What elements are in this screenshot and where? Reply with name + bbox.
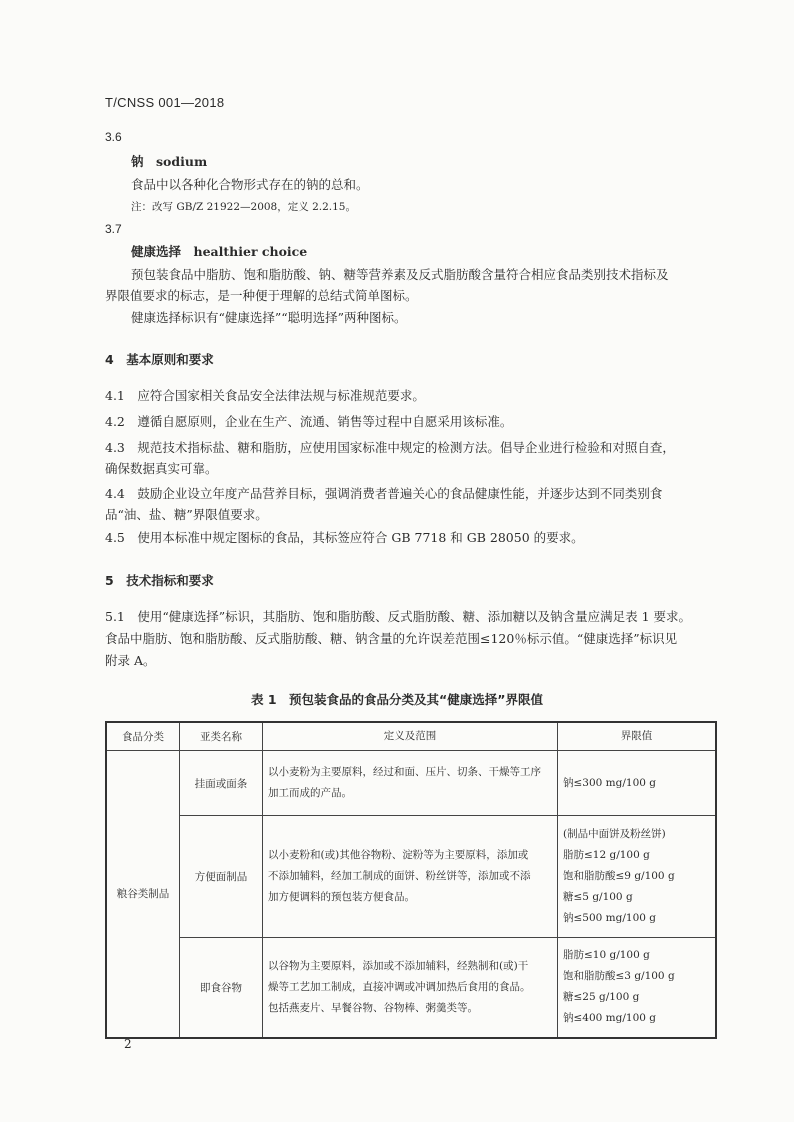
document-header: T/CNSS 001—2018 bbox=[105, 95, 225, 110]
table-row bbox=[106, 938, 716, 1038]
definition-line: 燥等工艺加工制成，直接冲调或冲调加热后食用的食品。 bbox=[268, 980, 531, 993]
table-header-row bbox=[106, 722, 716, 751]
term-sodium: 钠 sodium bbox=[131, 154, 208, 169]
clause-number-3-7: 3.7 bbox=[105, 222, 122, 236]
header-cell: 食品分类 bbox=[106, 722, 180, 751]
definition-cell bbox=[263, 816, 558, 938]
limit-line: 饱和脂肪酸≤3 g/100 g bbox=[563, 970, 675, 983]
clause-4-2: 4.2 遵循自愿原则，企业在生产、流通、销售等过程中自愿采用该标准。 bbox=[105, 414, 513, 429]
limit-line: 脂肪≤10 g/100 g bbox=[563, 949, 650, 962]
table-caption: 表 1 预包装食品的食品分类及其“健康选择”界限值 bbox=[251, 692, 543, 707]
table-row bbox=[106, 816, 716, 938]
limit-line: (制品中面饼及粉丝饼) bbox=[563, 828, 666, 840]
page-number: 2 bbox=[124, 1037, 132, 1051]
limit-line: 钠≤300 mg/100 g bbox=[563, 776, 656, 789]
term-healthier-choice: 健康选择 healthier choice bbox=[131, 244, 308, 259]
section-5-title: 5 技术指标和要求 bbox=[105, 573, 214, 588]
subcategory-cell: 即食谷物 bbox=[180, 938, 263, 1038]
limit-cell bbox=[558, 938, 717, 1038]
header-cell: 界限值 bbox=[558, 722, 717, 751]
clause-5-1: 5.1 使用“健康选择”标识，其脂肪、饱和脂肪酸、反式脂肪酸、糖、添加糖以及钠含量应满足表 1 要求。 bbox=[105, 609, 692, 624]
definition-line: 不添加辅料，经加工制成的面饼、粉丝饼等，添加或不添 bbox=[268, 870, 531, 882]
category-cell: 粮谷类制品 bbox=[106, 751, 180, 1038]
definition-line: 以谷物为主要原料，添加或不添加辅料，经熟制和(或)干 bbox=[268, 959, 529, 972]
clause-5-1-cont: 附录 A。 bbox=[105, 653, 156, 668]
definition-line: 加方便调料的预包装方便食品。 bbox=[268, 891, 415, 903]
definition-line: 预包装食品中脂肪、饱和脂肪酸、钠、糖等营养素及反式脂肪酸含量符合相应食品类别技术指标及 bbox=[131, 267, 669, 282]
clause-5-1-cont: 食品中脂肪、饱和脂肪酸、反式脂肪酸、糖、钠含量的允许误差范围≤120％标示值。“健康选择”标识见 bbox=[105, 631, 678, 646]
definition-cell bbox=[263, 751, 558, 816]
definition-line: 界限值要求的标志，是一种便于理解的总结式简单图标。 bbox=[105, 288, 418, 303]
table-row bbox=[106, 751, 716, 816]
limits-table bbox=[105, 721, 717, 1039]
limit-line: 钠≤400 mg/100 g bbox=[563, 1012, 656, 1025]
subcategory-cell: 挂面或面条 bbox=[180, 751, 263, 816]
clause-number-3-6: 3.6 bbox=[105, 130, 122, 144]
definition-line: 以小麦粉和(或)其他谷物粉、淀粉等为主要原料，添加或 bbox=[268, 849, 529, 861]
definition-line: 健康选择标识有“健康选择”“聪明选择”两种图标。 bbox=[131, 310, 407, 325]
clause-4-1: 4.1 应符合国家相关食品安全法律法规与标准规范要求。 bbox=[105, 388, 425, 403]
note-sodium: 注：改写 GB/Z 21922—2008，定义 2.2.15。 bbox=[131, 201, 356, 213]
definition-line: 以小麦粉为主要原料，经过和面、压片、切条、干燥等工序 bbox=[268, 766, 541, 778]
limit-cell bbox=[558, 816, 717, 938]
clause-4-4-cont: 品“油、盐、糖”界限值要求。 bbox=[105, 507, 268, 522]
definition-line: 包括燕麦片、早餐谷物、谷物棒、粥羹类等。 bbox=[268, 1001, 478, 1014]
subcategory-cell: 方便面制品 bbox=[180, 816, 263, 938]
header-cell: 亚类名称 bbox=[180, 722, 263, 751]
definition-sodium: 食品中以各种化合物形式存在的钠的总和。 bbox=[131, 177, 369, 192]
limit-line: 糖≤25 g/100 g bbox=[563, 991, 640, 1004]
section-4-title: 4 基本原则和要求 bbox=[105, 352, 214, 367]
definition-line: 加工而成的产品。 bbox=[268, 787, 352, 799]
limit-cell bbox=[558, 751, 717, 816]
limit-line: 钠≤500 mg/100 g bbox=[563, 912, 656, 924]
clause-4-3: 4.3 规范技术指标盐、糖和脂肪，应使用国家标准中规定的检测方法。倡导企业进行检验和对照自查， bbox=[105, 440, 675, 455]
limit-line: 糖≤5 g/100 g bbox=[563, 891, 633, 903]
limit-line: 饱和脂肪酸≤9 g/100 g bbox=[563, 870, 675, 882]
definition-cell bbox=[263, 938, 558, 1038]
limit-line: 脂肪≤12 g/100 g bbox=[563, 849, 650, 861]
clause-4-3-cont: 确保数据真实可靠。 bbox=[105, 461, 218, 476]
clause-4-5: 4.5 使用本标准中规定图标的食品，其标签应符合 GB 7718 和 GB 28050 的要求。 bbox=[105, 530, 584, 545]
header-cell: 定义及范围 bbox=[263, 722, 558, 751]
clause-4-4: 4.4 鼓励企业设立年度产品营养目标，强调消费者普遍关心的食品健康性能，并逐步达到不同类别食 bbox=[105, 486, 663, 501]
